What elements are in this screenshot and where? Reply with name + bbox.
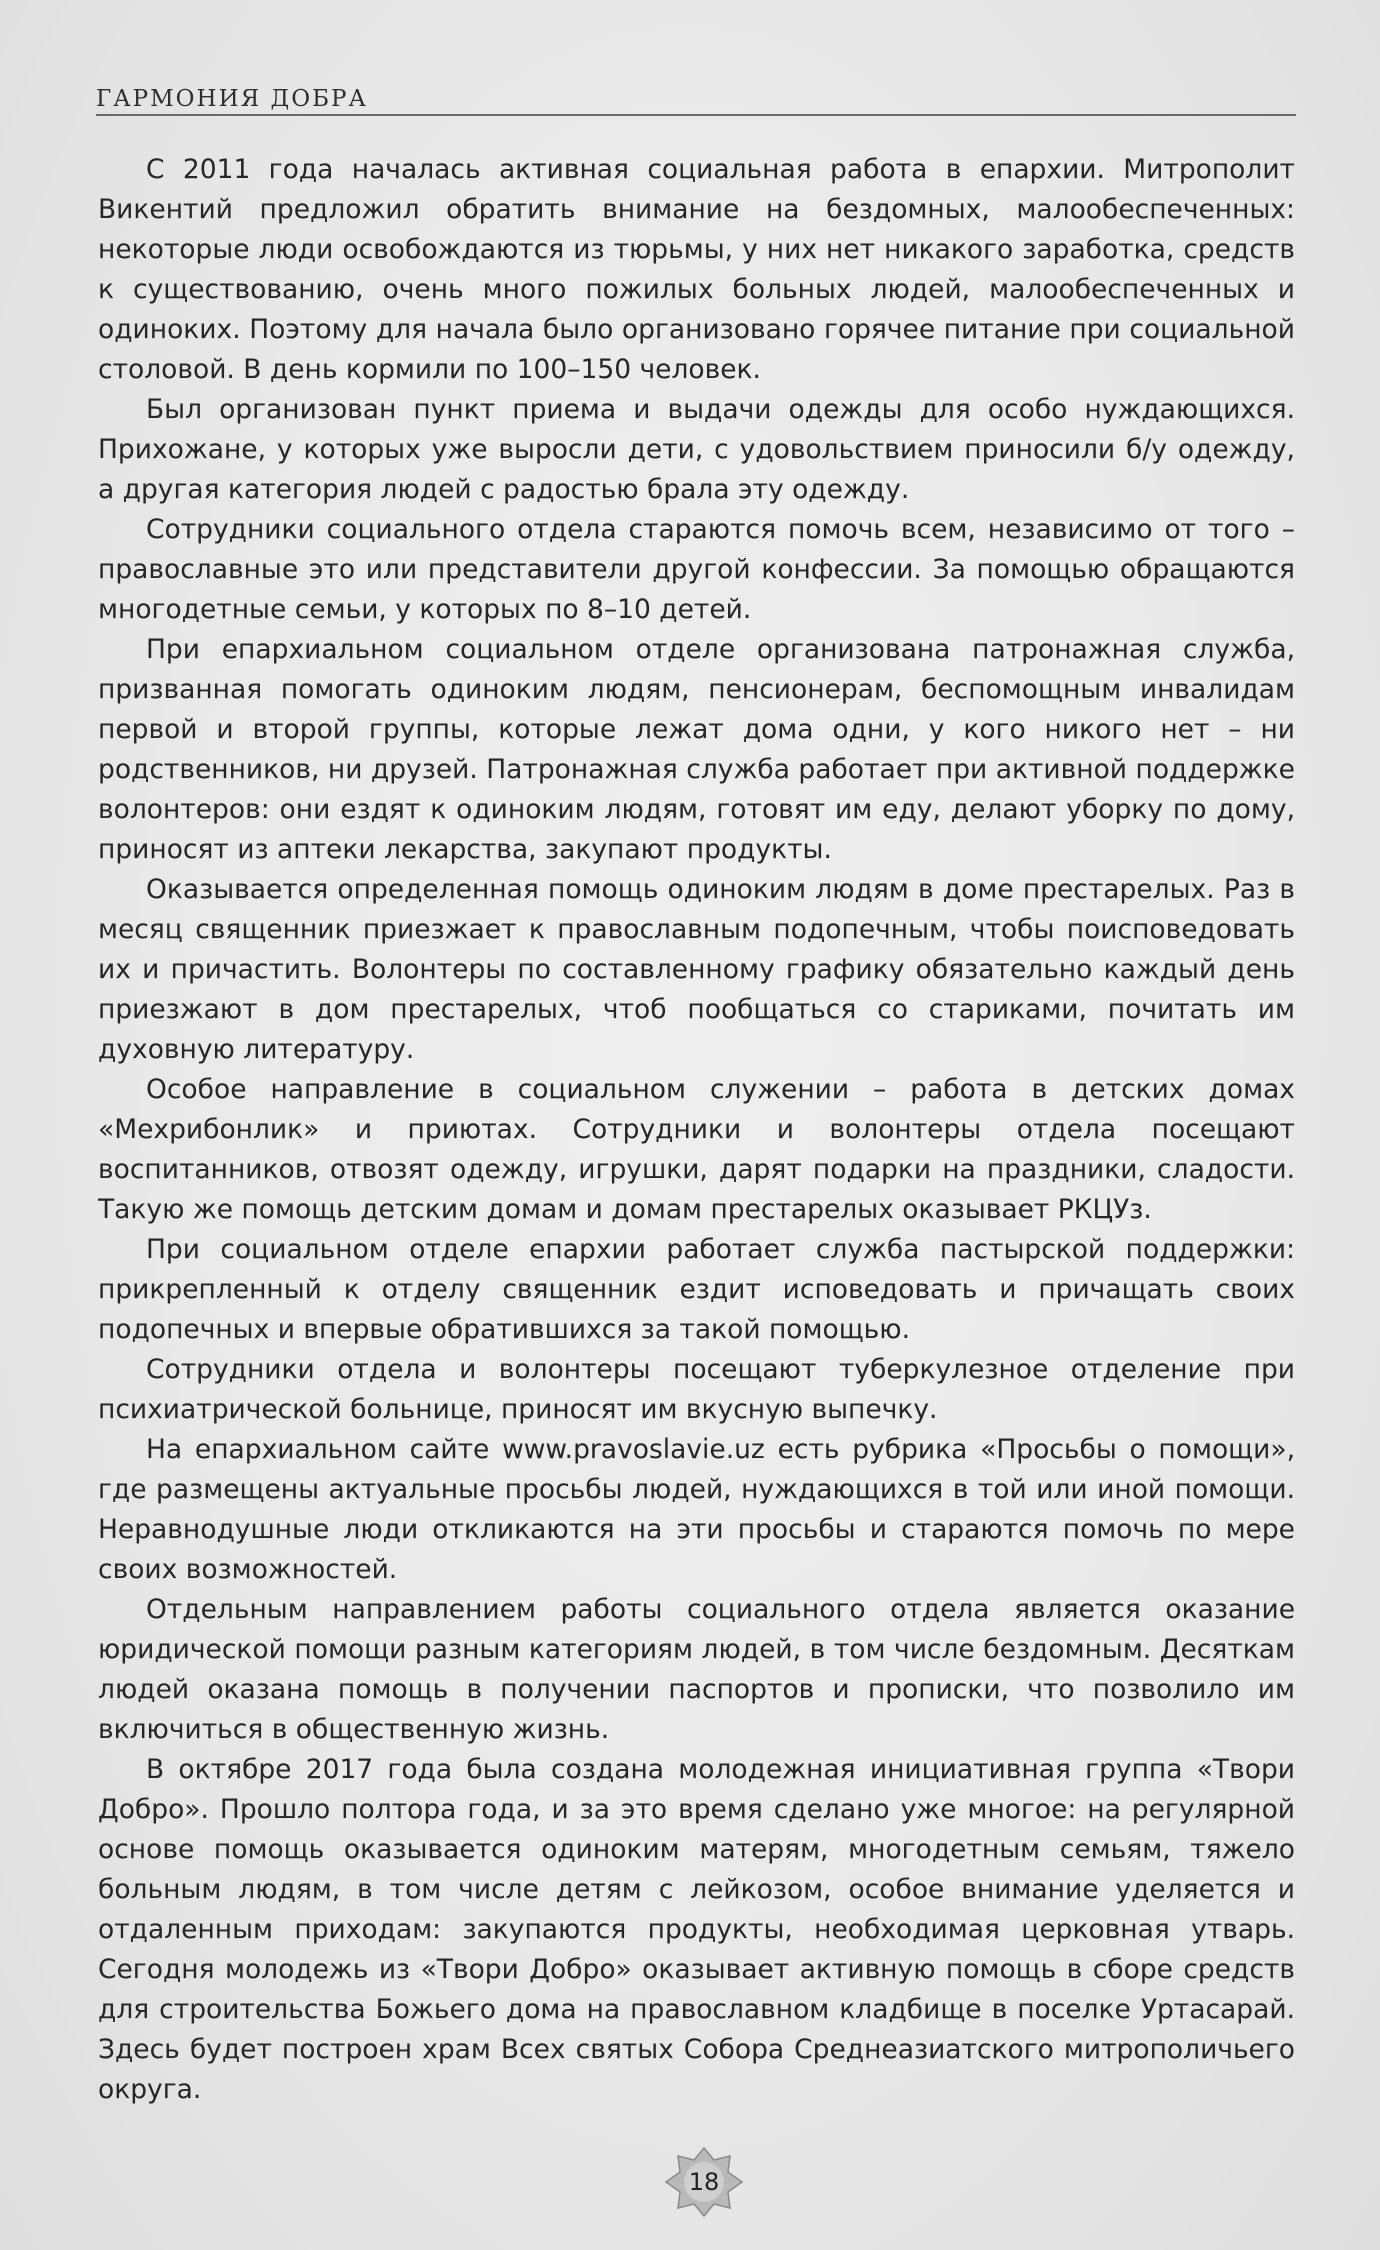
paragraph: С 2011 года началась активная социальная работа в епархии. Митрополит Викентий предложил обратить внимание на бездомных, малообеспеченных: некоторые люди освобождаются из тюрьмы, у них нет никакого заработка, средств к существованию, очень много пожилых больных людей, малообеспеченных и одиноких. Поэтому для начала было организовано горячее питание при социальной столовой. В день кормили по 100–150 человек. bbox=[98, 154, 1295, 385]
running-title: ГАРМОНИЯ ДОБРА bbox=[96, 86, 368, 112]
paragraph: Оказывается определенная помощь одиноким людям в доме престарелых. Раз в месяц священник приезжает к православным подопечным, чтобы поисповедовать их и причастить. Волонтеры по составленному графику обязательно каждый день приезжают в дом престарелых, чтоб пообщаться со стариками, почитать им духовную литературу. bbox=[98, 874, 1295, 1065]
running-header bbox=[96, 86, 1296, 116]
paragraph: Особое направление в социальном служении – работа в детских домах «Мехрибонлик» и приютах. Сотрудники и волонтеры отдела посещают воспитанников, отвозят одежду, игрушки, дарят подарки на праздники, сладости. Такую же помощь детским домам и домам престарелых оказывает РКЦУз. bbox=[98, 1074, 1295, 1225]
paragraph: При социальном отделе епархии работает служба пастырской поддержки: прикрепленный к отделу священник ездит исповедовать и причащать своих подопечных и впервые обратившихся за такой помощью. bbox=[98, 1234, 1295, 1345]
paragraph: В октябре 2017 года была создана молодежная инициативная группа «Твори Добро». Прошло полтора года, и за это время сделано уже многое: на регулярной основе помощь оказывается одиноким матерям, многодетным семьям, тяжело больным людям, в том числе детям с лейкозом, особое внимание уделяется и отдаленным приходам: закупаются продукты, необходимая церковная утварь. Сегодня молодежь из «Твори Добро» оказывает активную помощь в сборе средств для строительства Божьего дома на православном кладбище в поселке Уртасарай. Здесь будет построен храм Всех святых Собора Среднеазиатского митрополичьего округа. bbox=[98, 1754, 1295, 2105]
paragraph: Был организован пункт приема и выдачи одежды для особо нуждающихся. Прихожане, у которых уже выросли дети, с удовольствием приносили б/у одежду, а другая категория людей с радостью брала эту одежду. bbox=[98, 394, 1295, 505]
paragraph: Сотрудники отдела и волонтеры посещают туберкулезное отделение при психиатрической больнице, приносят им вкусную выпечку. bbox=[98, 1354, 1295, 1425]
paragraph: На епархиальном сайте www.pravoslavie.uz есть рубрика «Просьбы о помощи», где размещены актуальные просьбы людей, нуждающихся в той или иной помощи. Неравнодушные люди откликаются на эти просьбы и стараются помочь по мере своих возможностей. bbox=[98, 1434, 1295, 1585]
page-number-badge bbox=[664, 2146, 744, 2218]
paragraph: При епархиальном социальном отделе организована патронажная служба, призванная помогать одиноким людям, пенсионерам, беспомощным инвалидам первой и второй группы, которые лежат дома одни, у кого никого нет – ни родственников, ни друзей. Патронажная служба работает при активной поддержке волонтеров: они ездят к одиноким людям, готовят им еду, делают уборку по дому, приносят из аптеки лекарства, закупают продукты. bbox=[98, 634, 1295, 865]
paragraph: Отдельным направлением работы социального отдела является оказание юридической помощи разным категориям людей, в том числе бездомным. Десяткам людей оказана помощь в получении паспортов и прописки, что позволило им включиться в общественную жизнь. bbox=[98, 1594, 1295, 1745]
body-text bbox=[98, 150, 1295, 2110]
page-number: 18 bbox=[688, 2168, 720, 2196]
paragraph: Сотрудники социального отдела стараются помочь всем, независимо от того – православные это или представители другой конфессии. За помощью обращаются многодетные семьи, у которых по 8–10 детей. bbox=[98, 514, 1295, 625]
